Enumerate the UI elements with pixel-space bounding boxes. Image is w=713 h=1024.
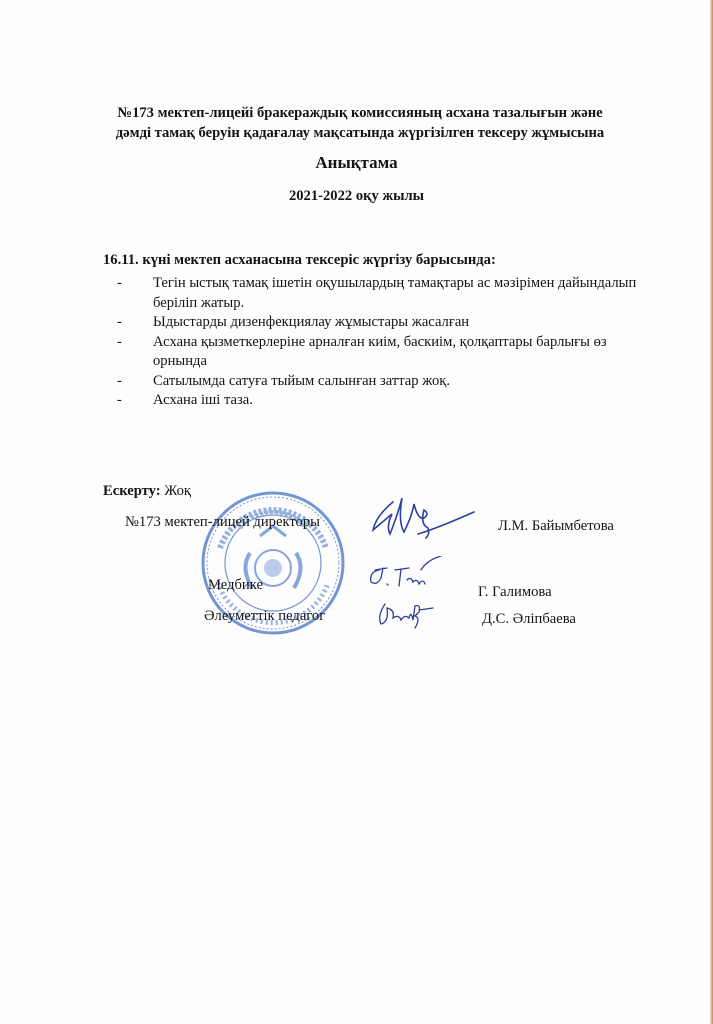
finding-text: Асхана қызметкерлеріне арналған киім, баскиім, қолқаптары барлығы өз орнында — [153, 333, 607, 369]
finding-text: Тегін ыстық тамақ ішетін оқушылардың тамақтары ас мәзірімен дайындалып беріліп жатыр. — [153, 275, 637, 311]
finding-text: Ыдыстарды дизенфекциялау жұмыстары жасалған — [153, 314, 470, 330]
document-heading: Анықтама — [315, 153, 398, 172]
social-pedagogue-signature — [375, 596, 441, 630]
list-dash: - — [117, 333, 122, 350]
note-value: Жоқ — [164, 483, 191, 499]
finding-item — [117, 313, 637, 333]
note-label: Ескерту: — [103, 483, 161, 499]
nurse-name: Г. Галимова — [478, 584, 552, 600]
signature-stroke — [380, 604, 433, 628]
list-dash: - — [117, 392, 122, 408]
director-signature — [368, 494, 478, 542]
emblem-sun — [264, 559, 282, 577]
list-dash: - — [117, 314, 122, 330]
findings-list — [117, 274, 637, 411]
nurse-signature — [365, 556, 445, 592]
title-line-1: №173 мектеп-лицейі бракераждық комиссияның асхана тазалығын және — [117, 105, 603, 121]
director-name: Л.М. Байымбетова — [498, 518, 614, 534]
signature-stroke — [371, 556, 441, 586]
document-title — [60, 103, 660, 143]
nurse-role: Медбике — [208, 577, 263, 593]
academic-year: 2021-2022 оқу жылы — [288, 188, 425, 204]
finding-text: Сатылымда сатуға тыйым салынған заттар жоқ. — [153, 372, 450, 389]
social-pedagogue-name: Д.С. Әліпбаева — [482, 611, 576, 627]
inspection-intro: 16.11. күні мектеп асханасына тексеріс жүргізу барысында: — [103, 252, 496, 268]
finding-item — [117, 391, 637, 411]
list-dash: - — [117, 372, 122, 389]
finding-text: Асхана іші таза. — [153, 392, 253, 408]
finding-item — [117, 274, 637, 313]
director-role: №173 мектеп-лицей директоры — [125, 514, 320, 530]
finding-item — [117, 333, 637, 372]
note — [103, 483, 191, 500]
list-dash: - — [117, 275, 122, 291]
social-pedagogue-role: Әлеуметтік педагог — [204, 608, 326, 624]
finding-item — [117, 372, 637, 392]
signature-stroke — [373, 498, 474, 538]
title-line-2: дәмді тамақ беруін қадағалау мақсатында жүргізілген тексеру жұмысына — [115, 125, 605, 141]
